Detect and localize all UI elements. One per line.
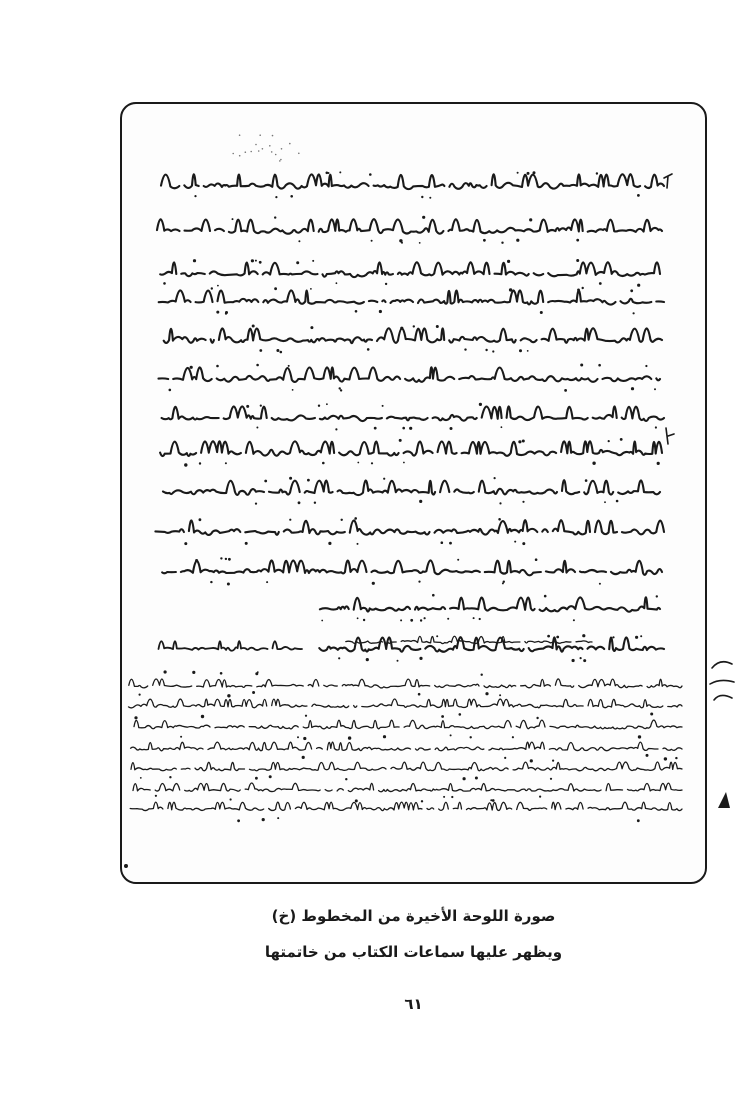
page-number: ٦١ — [404, 995, 423, 1013]
manuscript-audition-notes — [124, 679, 683, 811]
manuscript-handwriting — [122, 104, 709, 886]
caption-title: صورة اللوحة الأخيرة من المخطوط (خ) — [271, 907, 556, 925]
edge-mark — [124, 864, 128, 868]
caption-subtitle: ويظهر عليها سماعات الكتاب من خاتمتها — [264, 943, 563, 961]
margin-triangle-mark — [718, 792, 730, 808]
margin-note — [710, 662, 734, 700]
manuscript-main-text — [150, 174, 664, 652]
manuscript-diacritic-dots — [134, 134, 677, 822]
manuscript-plate — [120, 102, 707, 884]
